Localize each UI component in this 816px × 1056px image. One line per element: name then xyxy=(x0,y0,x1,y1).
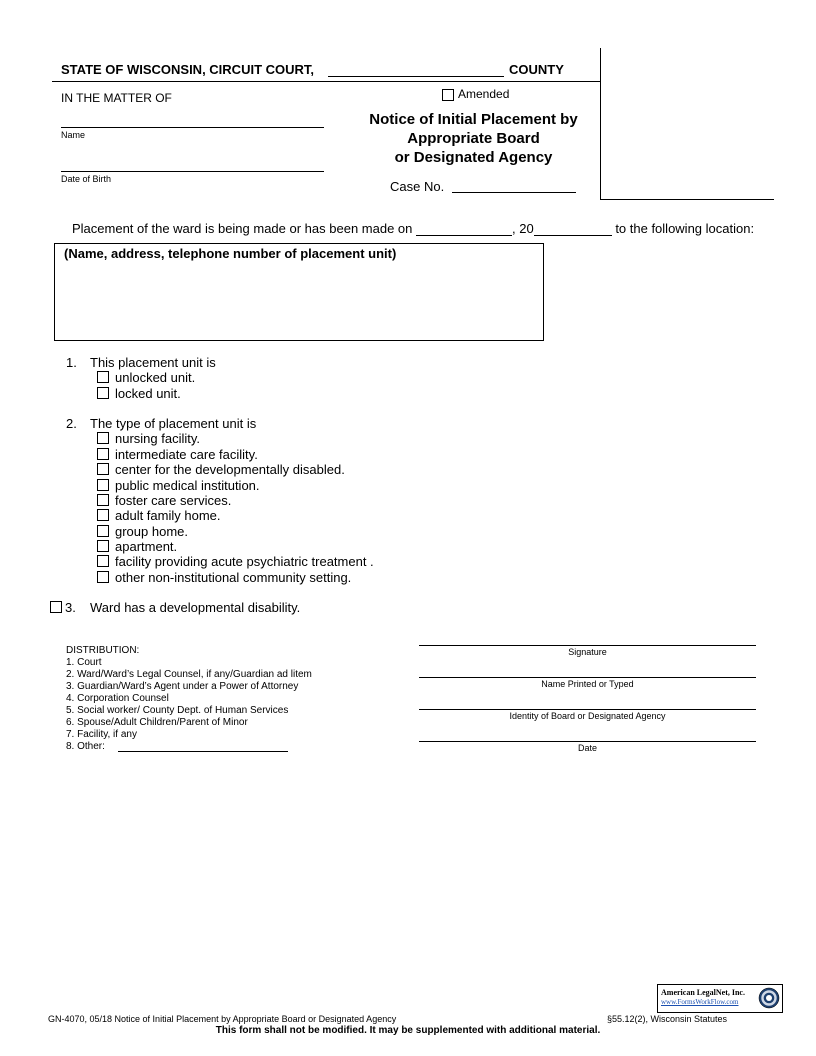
intermediate-care-checkbox[interactable] xyxy=(97,448,109,460)
item1-number: 1. xyxy=(66,355,77,370)
court-label: STATE OF WISCONSIN, CIRCUIT COURT, xyxy=(61,62,315,77)
county-name-field[interactable] xyxy=(328,76,504,77)
option-label: group home. xyxy=(115,524,188,539)
header-right-rule xyxy=(600,199,774,200)
option-label: apartment. xyxy=(115,539,178,554)
item2-text: The type of placement unit is xyxy=(90,416,257,431)
in-the-matter-of-label: IN THE MATTER OF xyxy=(61,91,172,105)
identity-label: Identity of Board or Designated Agency xyxy=(509,711,666,721)
form-id: GN-4070, 05/18 Notice of Initial Placement by Appropriate Board or Designated Agency xyxy=(48,1014,397,1024)
placement-sentence-end: to the following location: xyxy=(615,221,755,236)
option-label: nursing facility. xyxy=(115,431,201,446)
distribution-title: DISTRIBUTION: xyxy=(66,645,140,656)
amended-label: Amended xyxy=(458,87,510,101)
distribution-item: 4. Corporation Counsel xyxy=(66,693,169,704)
title-line-2: Appropriate Board xyxy=(407,130,540,147)
signature-field[interactable] xyxy=(419,645,756,646)
date-label: Date xyxy=(577,743,597,753)
item2-number: 2. xyxy=(66,416,77,431)
name-printed-label: Name Printed or Typed xyxy=(541,679,634,689)
case-no-label: Case No. xyxy=(390,179,445,194)
developmental-disability-checkbox[interactable] xyxy=(50,601,62,613)
statute-reference: §55.12(2), Wisconsin Statutes xyxy=(607,1014,728,1024)
option-label: center for the developmentally disabled. xyxy=(115,462,345,477)
locked-unit-checkbox[interactable] xyxy=(97,387,109,399)
distribution-item: 7. Facility, if any xyxy=(66,729,137,740)
date-of-birth-field[interactable] xyxy=(61,171,324,172)
form-title xyxy=(345,110,602,167)
acute-psychiatric-checkbox[interactable] xyxy=(97,555,109,567)
placement-sentence xyxy=(72,221,754,236)
placement-date-field[interactable] xyxy=(416,223,512,236)
public-medical-institution-checkbox[interactable] xyxy=(97,479,109,491)
item3-number: 3. xyxy=(65,600,76,615)
option-label: public medical institution. xyxy=(115,478,260,493)
header-divider xyxy=(52,81,600,82)
option-label: adult family home. xyxy=(115,508,221,523)
county-label: COUNTY xyxy=(509,62,564,77)
placement-sentence-start: Placement of the ward is being made or has been made on xyxy=(72,221,413,236)
option-label: intermediate care facility. xyxy=(115,447,258,462)
adult-family-home-checkbox[interactable] xyxy=(97,509,109,521)
placement-year-field[interactable] xyxy=(534,223,612,236)
signature-label: Signature xyxy=(568,647,607,657)
placement-year-prefix: , 20 xyxy=(512,221,534,236)
distribution-other-field[interactable] xyxy=(118,751,288,752)
logo-line-2: www.FormsWorkFlow.com xyxy=(661,998,739,1006)
distribution-item: 2. Ward/Ward’s Legal Counsel, if any/Guardian ad litem xyxy=(66,669,312,680)
date-field[interactable] xyxy=(419,741,756,742)
nursing-facility-checkbox[interactable] xyxy=(97,432,109,444)
distribution-item: 8. Other: xyxy=(66,741,105,752)
placement-unit-box-label: (Name, address, telephone number of placement unit) xyxy=(64,246,397,261)
placement-unit-box[interactable] xyxy=(54,243,544,341)
name-printed-field[interactable] xyxy=(419,677,756,678)
distribution-item: 5. Social worker/ County Dept. of Human Services xyxy=(66,705,289,716)
apartment-checkbox[interactable] xyxy=(97,540,109,552)
option-label: facility providing acute psychiatric treatment . xyxy=(115,554,374,569)
option-label: locked unit. xyxy=(115,386,181,401)
globe-icon xyxy=(758,987,780,1009)
title-line-3: or Designated Agency xyxy=(394,149,553,166)
option-label: other non-institutional community setting. xyxy=(115,570,352,585)
unlocked-unit-checkbox[interactable] xyxy=(97,371,109,383)
distribution-item: 1. Court xyxy=(66,657,102,668)
logo-line-1: American LegalNet, Inc. xyxy=(661,988,745,997)
title-line-1: Notice of Initial Placement by xyxy=(369,111,578,128)
amended-checkbox[interactable] xyxy=(442,89,454,101)
identity-field[interactable] xyxy=(419,709,756,710)
date-of-birth-label: Date of Birth xyxy=(61,174,112,184)
distribution-item: 6. Spouse/Adult Children/Parent of Minor xyxy=(66,717,248,728)
item3-text: Ward has a developmental disability. xyxy=(90,600,301,615)
case-no-field[interactable] xyxy=(452,192,576,193)
modification-notice: This form shall not be modified. It may be supplemented with additional material. xyxy=(215,1025,601,1036)
foster-care-checkbox[interactable] xyxy=(97,494,109,506)
legalnet-logo[interactable] xyxy=(657,984,783,1013)
developmentally-disabled-center-checkbox[interactable] xyxy=(97,463,109,475)
non-institutional-checkbox[interactable] xyxy=(97,571,109,583)
distribution-item: 3. Guardian/Ward’s Agent under a Power of Attorney xyxy=(66,681,299,692)
option-label: unlocked unit. xyxy=(115,370,196,385)
option-label: foster care services. xyxy=(115,493,232,508)
name-label: Name xyxy=(61,130,86,140)
name-field[interactable] xyxy=(61,127,324,128)
group-home-checkbox[interactable] xyxy=(97,525,109,537)
item1-text: This placement unit is xyxy=(90,355,216,370)
